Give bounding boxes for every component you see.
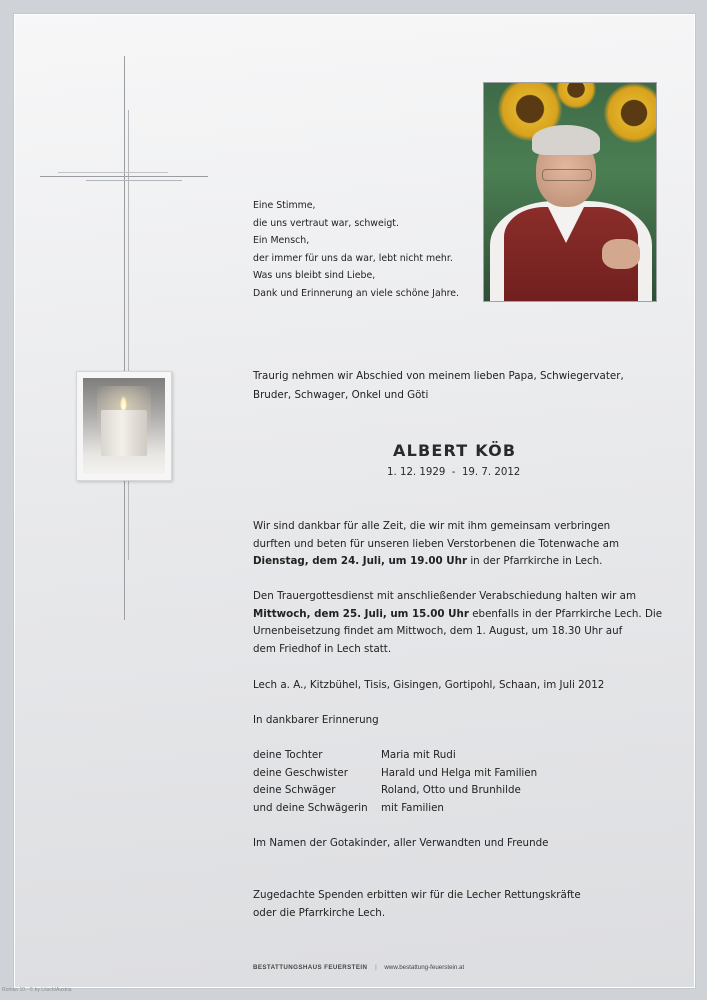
cross-vertical-line-inner: [128, 110, 129, 560]
poem-line: Was uns bleibt sind Liebe,: [253, 270, 376, 282]
list-item: deine Geschwister Harald und Helga mit Familien: [253, 766, 538, 779]
glasses-icon: [542, 169, 592, 181]
cross-horizontal-line-inner: [86, 180, 182, 181]
cross-horizontal-line-upper: [58, 172, 168, 173]
footer-website-link[interactable]: www.bestattung-feuerstein.at: [384, 964, 465, 971]
poem-line: Ein Mensch,: [253, 235, 310, 247]
candle-flame-icon: [120, 396, 127, 410]
footer: [253, 964, 464, 971]
candle-icon: [101, 410, 147, 456]
life-dates: 1. 12. 1929 - 19. 7. 2012: [387, 467, 521, 478]
places-line: Lech a. A., Kitzbühel, Tisis, Gisingen, Gortipohl, Schaan, im Juli 2012: [253, 679, 605, 691]
poem-line: der immer für uns da war, lebt nicht mehr.: [253, 252, 453, 264]
footer-separator: |: [375, 964, 377, 971]
godchildren-line: Im Namen der Gotakinder, aller Verwandten und Freunde: [253, 837, 549, 849]
donations-paragraph: Zugedachte Spenden erbitten wir für die Lecher Rettungskräfte oder die Pfarrkirche Lech.: [253, 889, 581, 919]
deceased-name: ALBERT KÖB: [393, 441, 517, 460]
copyright-note: Roman 10 - © by Lösch/Austria: [2, 987, 72, 993]
wake-datetime: Dienstag, dem 24. Juli, um 19.00 Uhr: [253, 555, 468, 568]
poem: [253, 197, 459, 303]
candle-image: [76, 371, 172, 481]
funeral-datetime: Mittwoch, dem 25. Juli, um 15.00 Uhr: [253, 607, 469, 620]
funeral-paragraph: Den Trauergottesdienst mit anschließender Verabschiedung halten wir am Mittwoch, dem 25. Juli, um 15.00 Uhr ebenfalls in der Pfarrkirche Lech. Die Urnenbeisetzung findet am Mittwoch, dem 1. August, um 18.30 Uhr auf dem Friedhof in Lech statt.: [253, 590, 663, 655]
cross-vertical-line: [124, 56, 125, 620]
cross-horizontal-line: [40, 176, 208, 177]
funeral-home-name: BESTATTUNGSHAUS FEUERSTEIN: [253, 964, 368, 971]
list-item: deine Schwäger Roland, Otto und Brunhilde: [253, 784, 521, 797]
list-item: und deine Schwägerin mit Familien: [253, 801, 444, 814]
remembrance-line: In dankbarer Erinnerung: [253, 714, 379, 726]
poem-line: die uns vertraut war, schweigt.: [253, 217, 399, 229]
wake-paragraph: Wir sind dankbar für alle Zeit, die wir mit ihm gemeinsam verbringen durften und beten für unseren lieben Verstorbenen die Totenwache am Dienstag, dem 24. Juli, um 19.00 Uhr in der Pfarrkirche in Lech.: [253, 520, 619, 568]
poem-line: Dank und Erinnerung an viele schöne Jahre.: [253, 287, 460, 299]
intro-text: Traurig nehmen wir Abschied von meinem lieben Papa, Schwiegervater, Bruder, Schwager, Onkel und Göti: [253, 370, 624, 401]
poem-line: Eine Stimme,: [253, 200, 316, 211]
list-item: deine Tochter Maria mit Rudi: [253, 749, 456, 761]
portrait-photo: [483, 82, 657, 302]
relatives-list: [253, 747, 537, 817]
